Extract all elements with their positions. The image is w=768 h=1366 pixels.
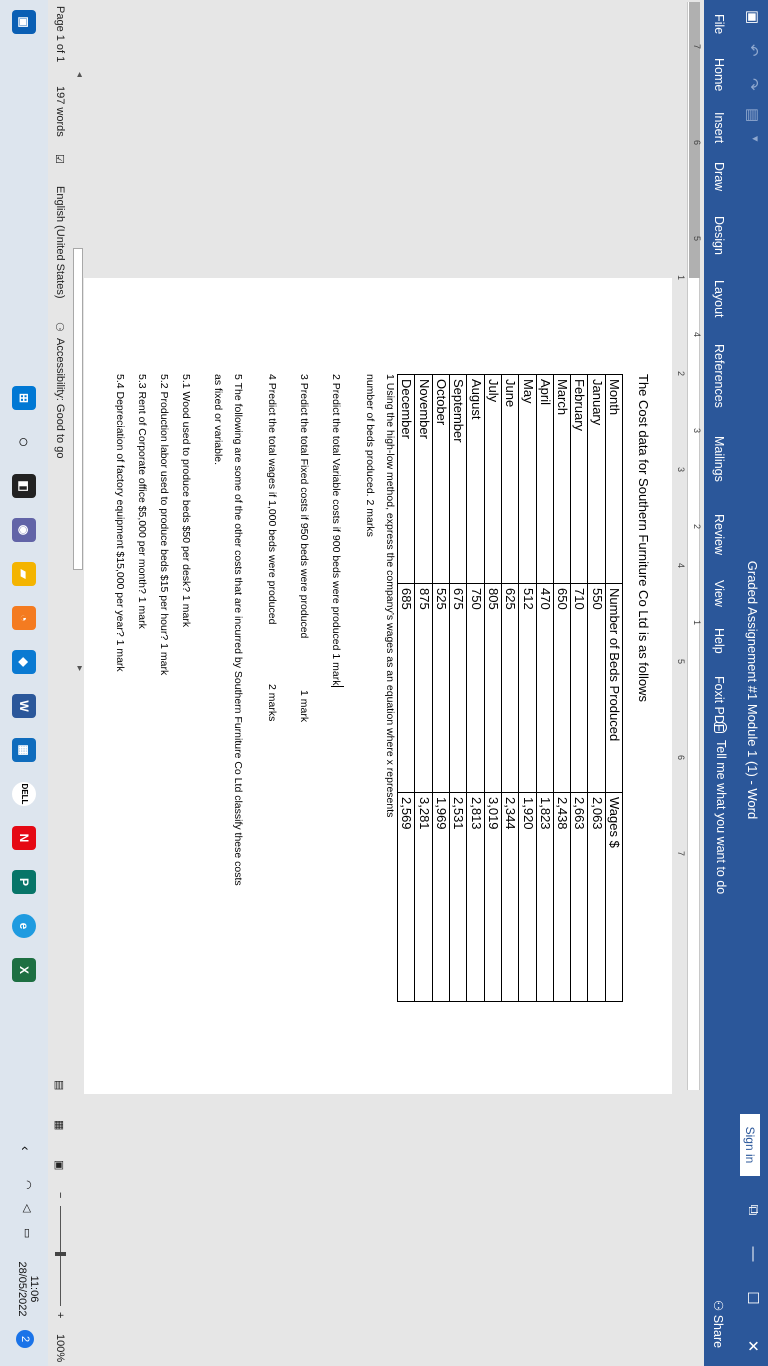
table-cell: July: [484, 375, 501, 584]
document-page[interactable]: [52, 278, 672, 1094]
show-hidden-icons[interactable]: ‹: [18, 1146, 34, 1151]
table-cell: June: [501, 375, 518, 584]
question-3-text: 3 Predict the total Fixed costs if 950 beds were produced: [298, 374, 310, 639]
question-5-4: 5.4 Depreciation of factory equipment $15,000 per year? 1 mark: [114, 374, 126, 672]
maximize-button[interactable]: ☐: [744, 1291, 761, 1305]
table-cell: 1,823: [536, 793, 553, 1002]
proofing-icon[interactable]: ☑: [53, 154, 65, 164]
table-row: [501, 375, 518, 1002]
horizontal-ruler[interactable]: [686, 0, 704, 1366]
table-cell: 525: [432, 584, 449, 793]
table-row: [519, 375, 536, 1002]
file-explorer-icon[interactable]: ▰: [12, 562, 36, 586]
table-cell: April: [536, 375, 553, 584]
zoom-level[interactable]: 100%: [54, 1334, 66, 1363]
question-2-text: 2 Predict the total Variable costs if 900 beds were produced 1 mark: [330, 374, 342, 686]
page-count[interactable]: Page 1 of 1: [54, 6, 66, 63]
accessibility-status[interactable]: Accessibility: Good to go: [54, 338, 66, 459]
table-cell: 2,438: [553, 793, 570, 1002]
taskbar: [0, 0, 48, 1366]
text-cursor: [331, 686, 344, 687]
question-1-line-1: 1 Using the high-low method, express the company’s wages as an equation where x represents: [384, 374, 396, 818]
tab-file[interactable]: File: [712, 14, 726, 35]
clock-time: 11:06: [28, 1275, 40, 1303]
question-4-marks: 2 marks: [266, 684, 278, 722]
question-2: [330, 374, 344, 687]
ruler-number: 7: [692, 44, 702, 50]
autosave-icon[interactable]: ▣: [744, 10, 761, 25]
ruler-number: 3: [692, 428, 702, 434]
zoom-slider-thumb[interactable]: [55, 1252, 66, 1256]
share-button[interactable]: [711, 1300, 726, 1348]
ruler-number: 7: [676, 851, 686, 857]
table-row: [467, 375, 484, 1002]
save-icon[interactable]: ▤: [744, 108, 761, 123]
table-cell: 710: [571, 584, 588, 793]
ruler-number: 5: [676, 659, 686, 665]
table-cell: 470: [536, 584, 553, 793]
search-icon[interactable]: ○: [14, 436, 34, 448]
battery-icon[interactable]: ▭: [21, 1228, 33, 1239]
table-cell: March: [553, 375, 570, 584]
tell-me-search[interactable]: [714, 722, 728, 894]
table-cell: 675: [450, 584, 467, 793]
ruler-number: 6: [676, 755, 686, 761]
table-header-cell: Wages $: [605, 793, 622, 1002]
task-view-icon[interactable]: ◧: [12, 474, 36, 498]
table-cell: November: [415, 375, 432, 584]
table-cell: 512: [519, 584, 536, 793]
table-cell: 625: [501, 584, 518, 793]
cost-data-table: [397, 374, 623, 1002]
status-bar: [48, 0, 72, 1366]
table-cell: February: [571, 375, 588, 584]
question-5-1: 5.1 Wood used to produce beds $50 per desk? 1 mark: [180, 374, 192, 628]
ruler-number: 4: [692, 332, 702, 338]
ruler-number: 2: [692, 524, 702, 530]
widgets-icon[interactable]: ▣: [12, 10, 36, 34]
clock[interactable]: [16, 1254, 40, 1324]
clock-date: 28/05/2022: [16, 1261, 28, 1317]
title-bar: [734, 0, 768, 1366]
zoom-out-icon[interactable]: −: [54, 1192, 66, 1199]
redo-icon[interactable]: ↷: [744, 78, 761, 91]
table-row: [484, 375, 501, 1002]
word-count[interactable]: 197 words: [54, 86, 66, 137]
office-app-icon[interactable]: ◔: [12, 606, 36, 630]
table-cell: 805: [484, 584, 501, 793]
table-cell: 2,569: [398, 793, 415, 1002]
question-3: [298, 374, 310, 723]
table-cell: 875: [415, 584, 432, 793]
accessibility-icon[interactable]: ⚆: [53, 322, 65, 332]
tab-design[interactable]: Design: [712, 216, 726, 255]
table-cell: May: [519, 375, 536, 584]
store-icon[interactable]: ◆: [12, 650, 36, 674]
question-3-marks: 1 mark: [298, 690, 310, 723]
ruler-number: 4: [676, 563, 686, 569]
table-cell: 750: [467, 584, 484, 793]
question-5-2: 5.2 Production labor used to produce beds $15 per hour? 1 mark: [158, 374, 170, 676]
notification-badge[interactable]: 2: [16, 1330, 34, 1348]
edge-icon[interactable]: e: [12, 914, 36, 938]
table-cell: October: [432, 375, 449, 584]
document-heading: The Cost data for Southern Furniture Co Ltd is as follows: [636, 374, 651, 703]
table-cell: January: [588, 375, 605, 584]
question-5-line-1: 5 The following are some of the other costs that are incurred by Southern Furniture Co Ltd classify these costs: [232, 374, 244, 886]
table-cell: September: [450, 375, 467, 584]
table-row: [553, 375, 570, 1002]
microsoft-store-icon[interactable]: ▦: [12, 738, 36, 762]
ruler-number: 1: [692, 620, 702, 626]
table-cell: 2,063: [588, 793, 605, 1002]
zoom-slider[interactable]: [60, 1206, 61, 1306]
table-cell: December: [398, 375, 415, 584]
ruler-number: 2: [676, 371, 686, 377]
question-5-line-2: as fixed or variable.: [212, 374, 224, 466]
table-cell: August: [467, 375, 484, 584]
ruler-number: 6: [692, 140, 702, 146]
customize-toolbar-icon[interactable]: ▾: [749, 136, 761, 142]
volume-icon[interactable]: ◁: [21, 1204, 33, 1213]
tab-mailings[interactable]: Mailings: [712, 436, 726, 482]
tab-references[interactable]: References: [712, 344, 726, 408]
focus-mode-icon[interactable]: ▤: [53, 1080, 65, 1091]
undo-icon[interactable]: ↶: [744, 44, 761, 57]
scrollbar-thumb[interactable]: [73, 248, 83, 570]
netflix-icon[interactable]: N: [12, 826, 36, 850]
table-cell: 550: [588, 584, 605, 793]
question-5-3: 5.3 Rent of Corporate office $5,000 per month? 1 mark: [136, 374, 148, 629]
vertical-ruler[interactable]: [672, 275, 686, 1094]
question-4: [266, 374, 278, 722]
table-cell: 1,969: [432, 793, 449, 1002]
dell-icon[interactable]: DELL: [12, 782, 36, 806]
minimize-button[interactable]: —: [745, 1246, 762, 1262]
tell-me-label: Tell me what you want to do: [714, 740, 728, 895]
tab-view[interactable]: View: [712, 580, 726, 607]
question-1-line-2: number of beds produced. 2 marks: [364, 374, 376, 537]
ruler-number: 3: [676, 467, 686, 473]
horizontal-scrollbar[interactable]: [72, 0, 84, 1366]
teams-chat-icon[interactable]: ◉: [12, 518, 36, 542]
zoom-in-icon[interactable]: +: [54, 1312, 66, 1319]
table-cell: 2,344: [501, 793, 518, 1002]
sign-in-button[interactable]: Sign in: [740, 1114, 760, 1176]
table-cell: 2,813: [467, 793, 484, 1002]
tab-draw[interactable]: Draw: [712, 162, 726, 192]
table-row: [432, 375, 449, 1002]
table-cell: 2,531: [450, 793, 467, 1002]
tab-help[interactable]: Help: [712, 628, 726, 654]
person-icon: ⚇: [711, 1300, 725, 1312]
publisher-icon[interactable]: P: [12, 870, 36, 894]
table-cell: 685: [398, 584, 415, 793]
question-4-text: 4 Predict the total wages if 1,000 beds were produced: [266, 374, 278, 625]
ribbon-display-icon[interactable]: ⧉: [745, 1204, 762, 1216]
table-cell: 2,663: [571, 793, 588, 1002]
tab-insert[interactable]: Insert: [712, 112, 726, 144]
ruler-number: 1: [676, 275, 686, 281]
table-header-row: [605, 375, 622, 1002]
table-cell: 3,019: [484, 793, 501, 1002]
tab-review[interactable]: Review: [712, 514, 726, 555]
table-row: [450, 375, 467, 1002]
table-row: [571, 375, 588, 1002]
tab-foxit-pdf[interactable]: Foxit PDF: [712, 676, 726, 732]
table-header-cell: Number of Beds Produced: [605, 584, 622, 793]
table-row: [588, 375, 605, 1002]
start-icon[interactable]: ⊞: [12, 386, 36, 410]
share-label: Share: [711, 1314, 725, 1349]
excel-icon[interactable]: X: [12, 958, 36, 982]
tab-home[interactable]: Home: [712, 58, 726, 92]
scroll-right-icon[interactable]: ▸: [74, 666, 85, 672]
table-header-cell: Month: [605, 375, 622, 584]
table-cell: 3,281: [415, 793, 432, 1002]
table-row: [415, 375, 432, 1002]
word-icon[interactable]: W: [12, 694, 36, 718]
scroll-left-icon[interactable]: ◂: [74, 72, 85, 78]
lightbulb-icon: [714, 722, 727, 733]
web-layout-icon[interactable]: ▣: [53, 1160, 65, 1171]
table-cell: 650: [553, 584, 570, 793]
table-row: [536, 375, 553, 1002]
wifi-icon[interactable]: ◠: [21, 1180, 33, 1190]
table-cell: 1,920: [519, 793, 536, 1002]
language-status[interactable]: English (United States): [54, 186, 66, 299]
print-layout-icon[interactable]: ▦: [53, 1120, 65, 1131]
tab-layout[interactable]: Layout: [712, 280, 726, 318]
ruler-number: 5: [692, 236, 702, 242]
table-row: [398, 375, 415, 1002]
window-title: Graded Assignement #1 Module 1 (1) - Word: [745, 560, 760, 820]
ribbon-tabs: [704, 0, 734, 1366]
close-button[interactable]: ✕: [744, 1339, 761, 1353]
